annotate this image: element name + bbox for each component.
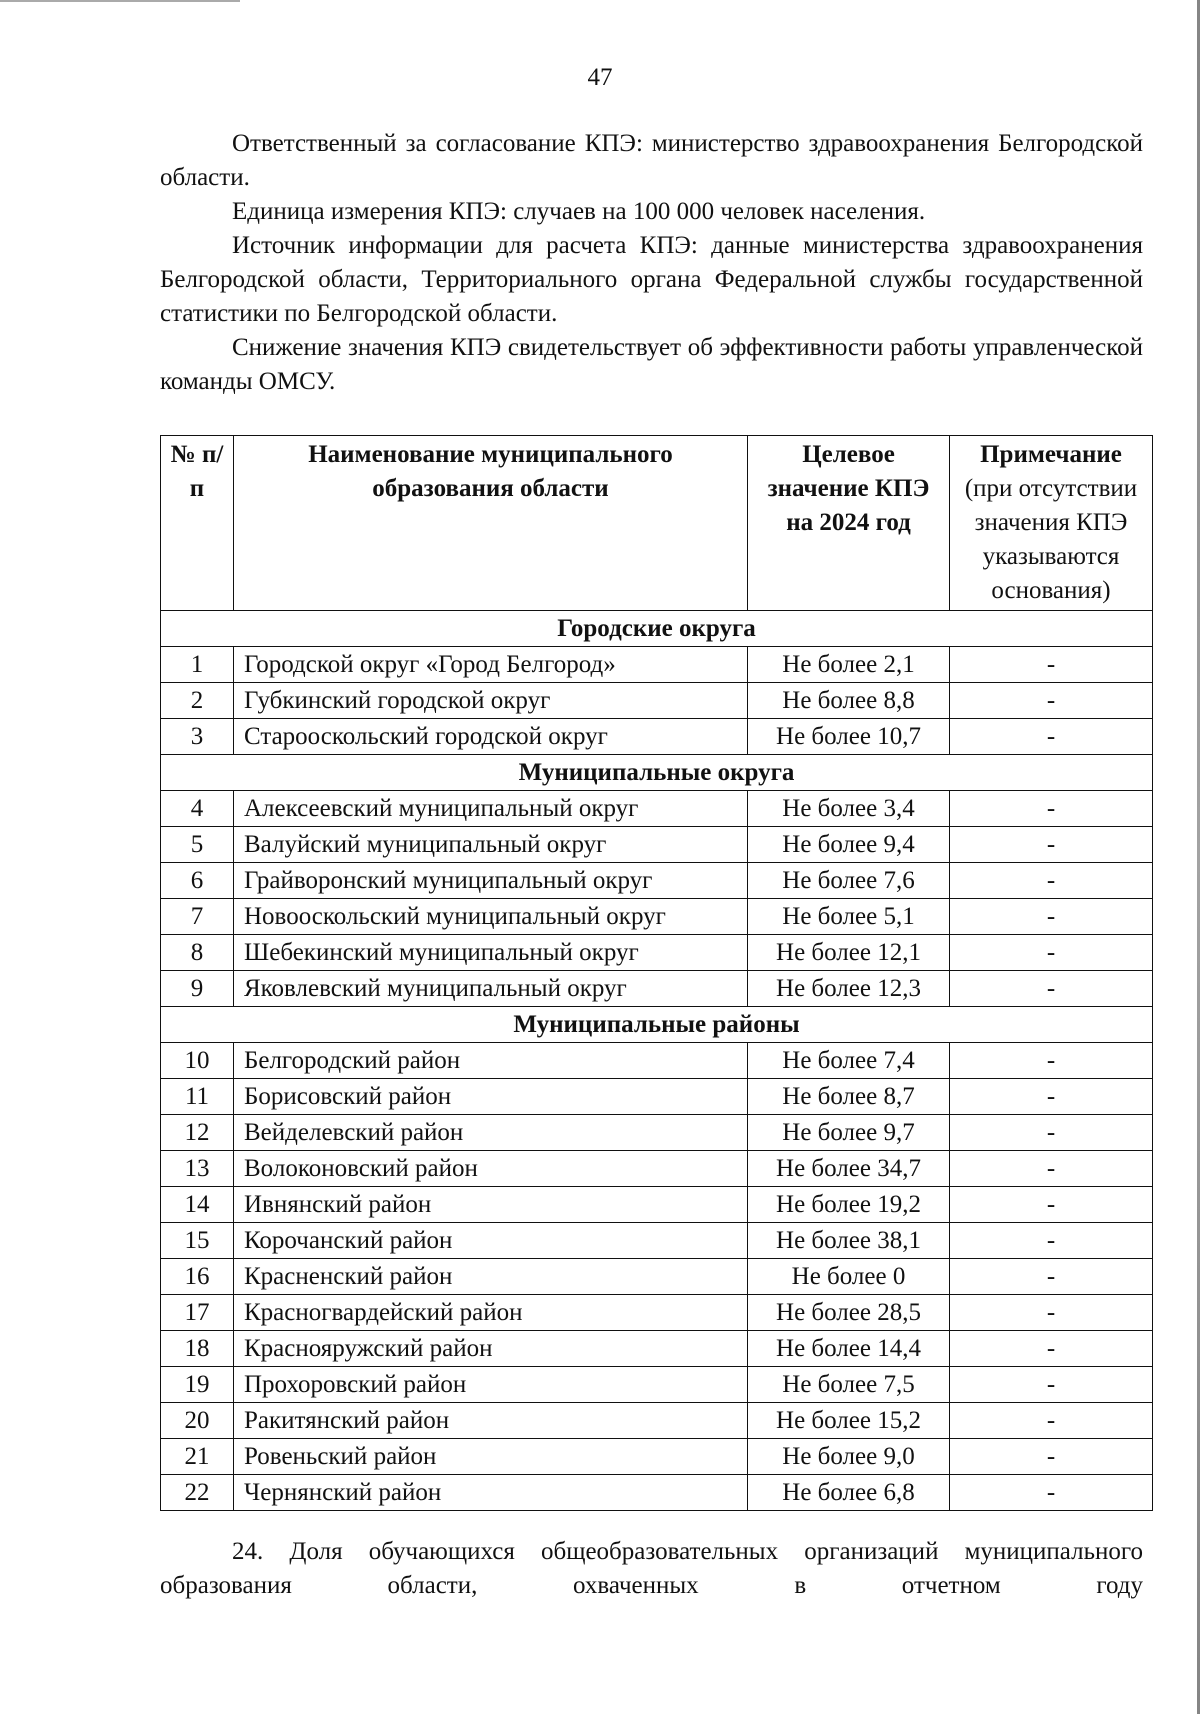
group-row	[161, 1007, 1153, 1043]
row-number: 13	[161, 1151, 234, 1187]
remark: -	[950, 1259, 1153, 1295]
target-value: Не более 10,7	[748, 719, 950, 755]
target-value: Не более 12,3	[748, 971, 950, 1007]
target-value: Не более 3,4	[748, 791, 950, 827]
group-row	[161, 611, 1153, 647]
remark: -	[950, 1187, 1153, 1223]
row-number: 9	[161, 971, 234, 1007]
target-value: Не более 8,7	[748, 1079, 950, 1115]
table-row	[161, 899, 1153, 935]
municipality-name: Вейделевский район	[234, 1115, 748, 1151]
decrease-paragraph: Снижение значения КПЭ свидетельствует об эффективности работы управленческой команды ОМСУ.	[160, 334, 1143, 395]
municipality-name: Городской округ «Город Белгород»	[234, 647, 748, 683]
municipality-name: Грайворонский муниципальный округ	[234, 863, 748, 899]
table-header-row	[161, 436, 1153, 611]
target-value: Не более 12,1	[748, 935, 950, 971]
table-row	[161, 1259, 1153, 1295]
remark: -	[950, 1367, 1153, 1403]
row-number: 1	[161, 647, 234, 683]
remark: -	[950, 1331, 1153, 1367]
target-value: Не более 28,5	[748, 1295, 950, 1331]
remark: -	[950, 647, 1153, 683]
table-row	[161, 1043, 1153, 1079]
remark: -	[950, 899, 1153, 935]
table-row	[161, 683, 1153, 719]
table-row	[161, 935, 1153, 971]
remark: -	[950, 1079, 1153, 1115]
group-title: Муниципальные районы	[161, 1007, 1153, 1043]
table-row	[161, 1151, 1153, 1187]
municipality-name: Белгородский район	[234, 1043, 748, 1079]
header-target: Целевое значение КПЭ на 2024 год	[748, 436, 950, 611]
row-number: 6	[161, 863, 234, 899]
row-number: 19	[161, 1367, 234, 1403]
municipality-name: Прохоровский район	[234, 1367, 748, 1403]
municipality-name: Новооскольский муниципальный округ	[234, 899, 748, 935]
municipality-name: Валуйский муниципальный округ	[234, 827, 748, 863]
source-paragraph: Источник информации для расчета КПЭ: данные министерства здравоохранения Белгородской области, Территориального органа Федеральной службы государственной статистики по Белгородской области.	[160, 232, 1143, 327]
table-row	[161, 791, 1153, 827]
group-title: Городские округа	[161, 611, 1153, 647]
remark: -	[950, 1295, 1153, 1331]
target-value: Не более 7,6	[748, 863, 950, 899]
row-number: 2	[161, 683, 234, 719]
row-number: 5	[161, 827, 234, 863]
table-row	[161, 1439, 1153, 1475]
municipality-name: Алексеевский муниципальный округ	[234, 791, 748, 827]
intro-text	[160, 127, 1143, 399]
target-value: Не более 38,1	[748, 1223, 950, 1259]
target-value: Не более 14,4	[748, 1331, 950, 1367]
municipality-name: Краснояружский район	[234, 1331, 748, 1367]
municipality-name: Губкинский городской округ	[234, 683, 748, 719]
remark: -	[950, 827, 1153, 863]
target-value: Не более 34,7	[748, 1151, 950, 1187]
target-value: Не более 9,4	[748, 827, 950, 863]
municipality-name: Корочанский район	[234, 1223, 748, 1259]
kpe-table	[160, 435, 1153, 1511]
target-value: Не более 19,2	[748, 1187, 950, 1223]
indicator-24-paragraph: 24. Доля обучающихся общеобразовательных организаций муниципального образования области, охваченных в отчетном году	[160, 1538, 1143, 1599]
table-row	[161, 827, 1153, 863]
remark: -	[950, 719, 1153, 755]
table-row	[161, 647, 1153, 683]
responsible-paragraph: Ответственный за согласование КПЭ: министерство здравоохранения Белгородской области.	[160, 130, 1143, 191]
unit-paragraph: Единица измерения КПЭ: случаев на 100 000 человек населения.	[232, 198, 926, 225]
table-row	[161, 1295, 1153, 1331]
group-row	[161, 755, 1153, 791]
header-note	[950, 436, 1153, 611]
table-row	[161, 1331, 1153, 1367]
row-number: 18	[161, 1331, 234, 1367]
remark: -	[950, 1439, 1153, 1475]
municipality-name: Ровеньский район	[234, 1439, 748, 1475]
row-number: 3	[161, 719, 234, 755]
target-value: Не более 7,5	[748, 1367, 950, 1403]
target-value: Не более 0	[748, 1259, 950, 1295]
remark: -	[950, 935, 1153, 971]
header-note-title: Примечание	[980, 441, 1122, 468]
remark: -	[950, 1223, 1153, 1259]
table-row	[161, 1079, 1153, 1115]
page-number: 47	[587, 64, 613, 91]
row-number: 12	[161, 1115, 234, 1151]
row-number: 7	[161, 899, 234, 935]
municipality-name: Шебекинский муниципальный округ	[234, 935, 748, 971]
row-number: 21	[161, 1439, 234, 1475]
table-row	[161, 971, 1153, 1007]
row-number: 17	[161, 1295, 234, 1331]
municipality-name: Красненский район	[234, 1259, 748, 1295]
row-number: 22	[161, 1475, 234, 1511]
table-row	[161, 1115, 1153, 1151]
row-number: 16	[161, 1259, 234, 1295]
municipality-name: Волоконовский район	[234, 1151, 748, 1187]
target-value: Не более 9,0	[748, 1439, 950, 1475]
table-row	[161, 1367, 1153, 1403]
row-number: 15	[161, 1223, 234, 1259]
target-value: Не более 15,2	[748, 1403, 950, 1439]
municipality-name: Борисовский район	[234, 1079, 748, 1115]
remark: -	[950, 1475, 1153, 1511]
target-value: Не более 7,4	[748, 1043, 950, 1079]
group-title: Муниципальные округа	[161, 755, 1153, 791]
municipality-name: Чернянский район	[234, 1475, 748, 1511]
remark: -	[950, 1151, 1153, 1187]
remark: -	[950, 863, 1153, 899]
row-number: 8	[161, 935, 234, 971]
municipality-name: Ивнянский район	[234, 1187, 748, 1223]
municipality-name: Красногвардейский район	[234, 1295, 748, 1331]
remark: -	[950, 1115, 1153, 1151]
remark: -	[950, 1043, 1153, 1079]
remark: -	[950, 791, 1153, 827]
row-number: 4	[161, 791, 234, 827]
municipality-name: Ракитянский район	[234, 1403, 748, 1439]
header-num: № п/п	[161, 436, 234, 611]
table-row	[161, 1403, 1153, 1439]
table-row	[161, 1223, 1153, 1259]
table-body	[161, 611, 1153, 1511]
municipality-name: Старооскольский городской округ	[234, 719, 748, 755]
row-number: 14	[161, 1187, 234, 1223]
remark: -	[950, 683, 1153, 719]
target-value: Не более 6,8	[748, 1475, 950, 1511]
table-row	[161, 1187, 1153, 1223]
outro-text	[160, 1535, 1143, 1603]
municipality-name: Яковлевский муниципальный округ	[234, 971, 748, 1007]
table-row	[161, 719, 1153, 755]
table-row	[161, 1475, 1153, 1511]
target-value: Не более 8,8	[748, 683, 950, 719]
row-number: 20	[161, 1403, 234, 1439]
header-name: Наименование муниципального образования области	[234, 436, 748, 611]
header-note-subtitle: (при отсутствии значения КПЭ указываются основания)	[964, 475, 1138, 604]
remark: -	[950, 971, 1153, 1007]
table-row	[161, 863, 1153, 899]
target-value: Не более 9,7	[748, 1115, 950, 1151]
target-value: Не более 2,1	[748, 647, 950, 683]
row-number: 10	[161, 1043, 234, 1079]
remark: -	[950, 1403, 1153, 1439]
row-number: 11	[161, 1079, 234, 1115]
scan-edge-top	[0, 0, 240, 2]
target-value: Не более 5,1	[748, 899, 950, 935]
